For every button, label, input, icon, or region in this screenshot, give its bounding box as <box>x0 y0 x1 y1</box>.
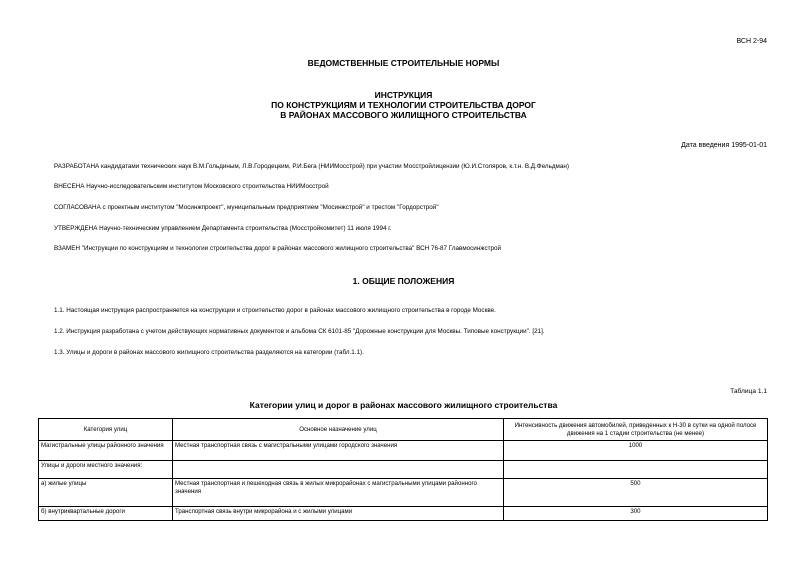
introduced-by: ВНЕСЕНА Научно-исследовательским институтом Московского строительства НИИМосстрой <box>54 183 329 190</box>
table-title: Категории улиц и дорог в районах массового жилищного строительства <box>249 400 558 410</box>
table-cell: 1000 <box>504 441 768 461</box>
table-row <box>39 479 768 507</box>
paragraph-1-2: 1.2. Инструкция разработана с учетом действующих нормативных документов и альбома СК 6101-85 "Дорожные конструкции для Москвы. Типовые конструкции". [21]. <box>54 328 545 335</box>
column-header: Интенсивность движения автомобилей, приведенных к Н-30 в сутки на одной полосе движения на 1 стадии строительства (не менее) <box>504 419 768 441</box>
table-row <box>39 461 768 479</box>
table-cell: 300 <box>504 507 768 521</box>
document-code: ВСН 2-94 <box>736 38 767 45</box>
table-cell: а) жилые улицы <box>39 479 173 507</box>
categories-table <box>38 418 768 521</box>
column-header: Основное назначение улиц <box>173 419 504 441</box>
effective-date: Дата введения 1995-01-01 <box>681 142 767 149</box>
approved-by: УТВЕРЖДЕНА Научно-техническим управлением Департамента строительства (Мосстройкомитет) 11 июля 1994 г. <box>54 225 392 232</box>
table-row <box>39 507 768 521</box>
table-cell: Местная транспортная связь с магистральными улицами городского значения <box>173 441 504 461</box>
table-cell <box>173 461 504 479</box>
table-cell: Улицы и дороги местного значения: <box>39 461 173 479</box>
table-row <box>39 441 768 461</box>
column-header: Категория улиц <box>39 419 173 441</box>
instruction-title-line: ПО КОНСТРУКЦИЯМ И ТЕХНОЛОГИИ СТРОИТЕЛЬСТВА ДОРОГ <box>271 100 536 110</box>
agreed-with: СОГЛАСОВАНА с проектным институтом "Мосинжпроект", муниципальным предприятием "Мосинжстрой" и трестом "Гордорстрой" <box>54 204 439 211</box>
table-cell: Магистральные улицы районного значения <box>39 441 173 461</box>
table-cell: Местная транспортная и пешеходная связь в жилых микрорайонах с магистральными улицами районного значения <box>173 479 504 507</box>
instruction-title-line: ИНСТРУКЦИЯ <box>374 90 433 100</box>
replaces: ВЗАМЕН "Инструкции по конструкциям и технологии строительства дорог в районах массового жилищного строительства" ВСН 76-87 Главмосинжстрой <box>54 245 502 252</box>
table-cell: б) внутриквартальные дороги <box>39 507 173 521</box>
paragraph-1-3: 1.3. Улицы и дороги в районах массового жилищного строительства разделяются на категории (табл.1.1). <box>54 349 364 356</box>
developed-by: РАЗРАБОТАНА кандидатами технических наук В.М.Гольдиным, Л.В.Городецким, Р.И.Бега (НИИМосстрой) при участии Мосстройлицензии (Ю.И.Столяров, к.т.н. В.Д.Фельдман) <box>54 163 569 170</box>
table-cell <box>504 461 768 479</box>
table-number: Таблица 1.1 <box>730 388 767 395</box>
instruction-title-line: В РАЙОНАХ МАССОВОГО ЖИЛИЩНОГО СТРОИТЕЛЬСТВА <box>280 110 527 120</box>
paragraph-1-1: 1.1. Настоящая инструкция распространяется на конструкции и строительство дорог в районах массового жилищного строительства в городе Москве. <box>54 307 496 314</box>
table-cell: Транспортная связь внутри микрорайона и с жилыми улицами <box>173 507 504 521</box>
section-title: 1. ОБЩИЕ ПОЛОЖЕНИЯ <box>352 276 455 286</box>
instruction-title <box>0 90 807 120</box>
table-header-row <box>39 419 768 441</box>
table-cell: 500 <box>504 479 768 507</box>
main-title: ВЕДОМСТВЕННЫЕ СТРОИТЕЛЬНЫЕ НОРМЫ <box>307 58 500 68</box>
